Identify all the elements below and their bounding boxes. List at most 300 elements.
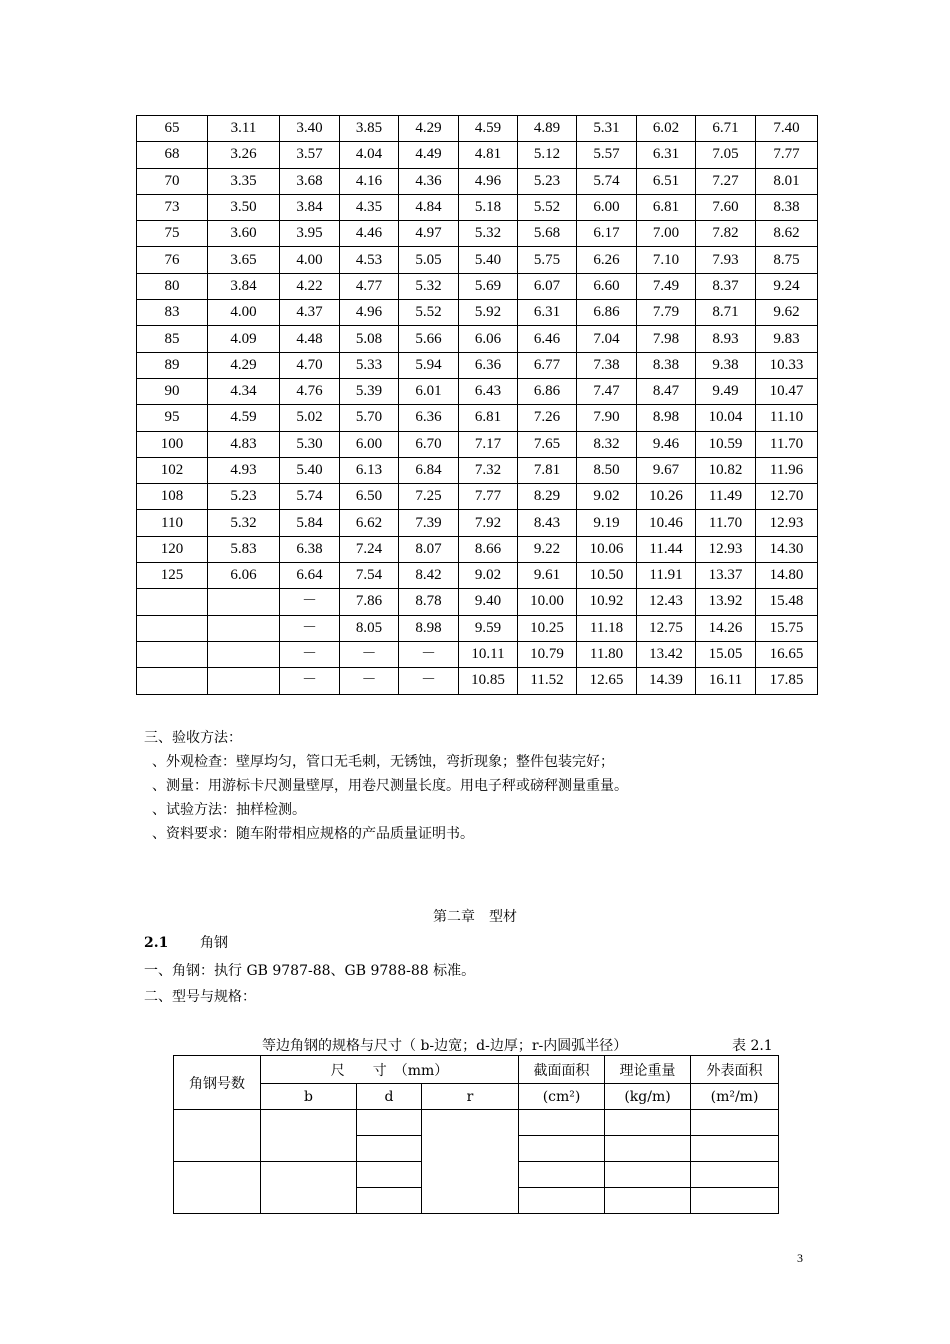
table-cell: 5.23 bbox=[518, 168, 577, 194]
table-cell: 5.84 bbox=[280, 510, 340, 536]
table-cell: 73 bbox=[137, 194, 208, 220]
table-cell bbox=[357, 1110, 422, 1136]
table-cell: 7.10 bbox=[637, 247, 696, 273]
table-cell: 3.60 bbox=[208, 221, 280, 247]
table-cell: 9.61 bbox=[518, 563, 577, 589]
table-cell: 14.80 bbox=[756, 563, 818, 589]
table-cell: 6.60 bbox=[577, 273, 637, 299]
chapter-title: 第二章 型材 bbox=[433, 909, 517, 925]
table-row bbox=[137, 142, 818, 168]
table-cell bbox=[208, 589, 280, 615]
table-cell: 6.31 bbox=[637, 142, 696, 168]
table-cell: 4.49 bbox=[399, 142, 459, 168]
table-cell: 10.47 bbox=[756, 378, 818, 404]
table-row bbox=[137, 536, 818, 562]
table-cell: 14.39 bbox=[637, 668, 696, 694]
table-cell: 110 bbox=[137, 510, 208, 536]
table-cell: 6.46 bbox=[518, 326, 577, 352]
table-cell: 14.30 bbox=[756, 536, 818, 562]
table-cell: 6.17 bbox=[577, 221, 637, 247]
table-cell: － bbox=[280, 641, 340, 667]
table-cell: 4.70 bbox=[280, 352, 340, 378]
table-cell: 8.71 bbox=[696, 300, 756, 326]
table-cell: 68 bbox=[137, 142, 208, 168]
header-b: b bbox=[261, 1084, 357, 1110]
table-cell: 7.90 bbox=[577, 405, 637, 431]
table-cell: 6.06 bbox=[459, 326, 518, 352]
table-cell bbox=[261, 1162, 357, 1214]
table-cell: 9.62 bbox=[756, 300, 818, 326]
table-cell: 5.40 bbox=[280, 457, 340, 483]
table-cell: 12.43 bbox=[637, 589, 696, 615]
table-cell: 7.00 bbox=[637, 221, 696, 247]
header-surface-unit: (m²/m) bbox=[691, 1084, 779, 1110]
table-row bbox=[137, 589, 818, 615]
table-cell: 5.32 bbox=[459, 221, 518, 247]
table-cell: 4.16 bbox=[340, 168, 399, 194]
table-cell: 4.46 bbox=[340, 221, 399, 247]
table-cell: 15.75 bbox=[756, 615, 818, 641]
table-row bbox=[137, 247, 818, 273]
table-cell: 8.62 bbox=[756, 221, 818, 247]
table-cell: 6.81 bbox=[637, 194, 696, 220]
header-area: 截面面积 bbox=[519, 1056, 605, 1084]
table-cell: 125 bbox=[137, 563, 208, 589]
table-cell: 5.52 bbox=[399, 300, 459, 326]
table-cell: 10.26 bbox=[637, 484, 696, 510]
table-cell: 12.93 bbox=[696, 536, 756, 562]
table-cell: 10.92 bbox=[577, 589, 637, 615]
table-cell: 4.77 bbox=[340, 273, 399, 299]
table-cell: 11.91 bbox=[637, 563, 696, 589]
table-cell: 6.86 bbox=[577, 300, 637, 326]
table-cell: 7.86 bbox=[340, 589, 399, 615]
table-cell: － bbox=[280, 668, 340, 694]
acceptance-item-documents: 、资料要求：随车附带相应规格的产品质量证明书。 bbox=[152, 826, 474, 842]
table-cell: 10.59 bbox=[696, 431, 756, 457]
table-cell: 13.37 bbox=[696, 563, 756, 589]
table-cell: 7.93 bbox=[696, 247, 756, 273]
table-cell: 7.38 bbox=[577, 352, 637, 378]
table-cell: 7.65 bbox=[518, 431, 577, 457]
table-cell: 16.65 bbox=[756, 641, 818, 667]
table-cell: 3.11 bbox=[208, 116, 280, 142]
table-cell: 8.78 bbox=[399, 589, 459, 615]
table-row bbox=[137, 194, 818, 220]
table-cell bbox=[174, 1110, 261, 1162]
table-cell: 8.01 bbox=[756, 168, 818, 194]
table-cell bbox=[691, 1136, 779, 1162]
table-cell: 3.50 bbox=[208, 194, 280, 220]
table-cell: 7.92 bbox=[459, 510, 518, 536]
table-cell: 4.04 bbox=[340, 142, 399, 168]
table-cell bbox=[519, 1136, 605, 1162]
table-cell: 5.02 bbox=[280, 405, 340, 431]
table-cell: 17.85 bbox=[756, 668, 818, 694]
table-cell: 10.50 bbox=[577, 563, 637, 589]
table-cell: 6.01 bbox=[399, 378, 459, 404]
table-cell: 6.36 bbox=[459, 352, 518, 378]
table-cell: 6.64 bbox=[280, 563, 340, 589]
table-cell: 4.29 bbox=[399, 116, 459, 142]
table-cell: 7.54 bbox=[340, 563, 399, 589]
table-cell: 5.08 bbox=[340, 326, 399, 352]
table-row bbox=[137, 431, 818, 457]
table-cell: 8.66 bbox=[459, 536, 518, 562]
table-cell: 8.43 bbox=[518, 510, 577, 536]
table-cell: 9.38 bbox=[696, 352, 756, 378]
page-number: 3 bbox=[797, 1251, 803, 1265]
table-cell: 4.48 bbox=[280, 326, 340, 352]
acceptance-heading: 三、验收方法： bbox=[144, 730, 242, 746]
table-cell bbox=[208, 641, 280, 667]
table-cell: 4.96 bbox=[340, 300, 399, 326]
table-cell: 16.11 bbox=[696, 668, 756, 694]
table-cell: 3.26 bbox=[208, 142, 280, 168]
table-cell: 8.50 bbox=[577, 457, 637, 483]
table-cell bbox=[174, 1162, 261, 1214]
table-cell: 5.12 bbox=[518, 142, 577, 168]
table-cell: 3.40 bbox=[280, 116, 340, 142]
table-cell: 8.42 bbox=[399, 563, 459, 589]
table-cell: 6.07 bbox=[518, 273, 577, 299]
table-cell: 4.93 bbox=[208, 457, 280, 483]
table-cell: 6.00 bbox=[577, 194, 637, 220]
table-cell: 95 bbox=[137, 405, 208, 431]
table-cell: 8.38 bbox=[637, 352, 696, 378]
table-cell: 9.67 bbox=[637, 457, 696, 483]
table-cell: 10.85 bbox=[459, 668, 518, 694]
table-cell: 11.96 bbox=[756, 457, 818, 483]
table-cell: 5.39 bbox=[340, 378, 399, 404]
table-caption bbox=[262, 1035, 773, 1055]
table-cell: 4.59 bbox=[208, 405, 280, 431]
table-cell: 7.81 bbox=[518, 457, 577, 483]
table-cell: 5.94 bbox=[399, 352, 459, 378]
section-number: 2.1 bbox=[144, 935, 169, 951]
table-cell: 76 bbox=[137, 247, 208, 273]
table-cell: 7.26 bbox=[518, 405, 577, 431]
table-cell: 6.84 bbox=[399, 457, 459, 483]
table-cell: 5.75 bbox=[518, 247, 577, 273]
table-cell: 7.77 bbox=[756, 142, 818, 168]
table-cell: 5.33 bbox=[340, 352, 399, 378]
section-title: 角钢 bbox=[200, 935, 228, 951]
table-cell: 11.52 bbox=[518, 668, 577, 694]
table-cell bbox=[137, 641, 208, 667]
table-row bbox=[137, 641, 818, 667]
table-row bbox=[137, 615, 818, 641]
table-cell: 6.51 bbox=[637, 168, 696, 194]
table-cell: 9.24 bbox=[756, 273, 818, 299]
table-cell: 85 bbox=[137, 326, 208, 352]
table-cell: 7.98 bbox=[637, 326, 696, 352]
table-number: 表 2.1 bbox=[732, 1038, 773, 1054]
header-d: d bbox=[357, 1084, 422, 1110]
table-cell: 3.57 bbox=[280, 142, 340, 168]
table-cell: 4.09 bbox=[208, 326, 280, 352]
table-cell bbox=[519, 1110, 605, 1136]
table-row bbox=[137, 510, 818, 536]
table-row bbox=[137, 352, 818, 378]
angle-steel-table bbox=[173, 1055, 779, 1214]
table-cell: 6.86 bbox=[518, 378, 577, 404]
table-cell bbox=[691, 1188, 779, 1214]
header-surface: 外表面积 bbox=[691, 1056, 779, 1084]
table-cell: 8.29 bbox=[518, 484, 577, 510]
table-cell: 9.19 bbox=[577, 510, 637, 536]
table-cell: 75 bbox=[137, 221, 208, 247]
table-cell: 11.70 bbox=[756, 431, 818, 457]
table-cell: 4.22 bbox=[280, 273, 340, 299]
table-cell: 10.25 bbox=[518, 615, 577, 641]
header-r: r bbox=[422, 1084, 519, 1110]
table-cell: 7.32 bbox=[459, 457, 518, 483]
table-cell: 5.66 bbox=[399, 326, 459, 352]
table-cell: 6.43 bbox=[459, 378, 518, 404]
table-cell: 5.32 bbox=[208, 510, 280, 536]
table-cell: 6.31 bbox=[518, 300, 577, 326]
table-cell: 8.05 bbox=[340, 615, 399, 641]
table-cell: 5.52 bbox=[518, 194, 577, 220]
table-row bbox=[137, 484, 818, 510]
table-cell: 3.65 bbox=[208, 247, 280, 273]
table-row bbox=[137, 457, 818, 483]
table-cell bbox=[605, 1162, 691, 1188]
table-cell bbox=[137, 615, 208, 641]
table-cell: 4.29 bbox=[208, 352, 280, 378]
table-cell: 14.26 bbox=[696, 615, 756, 641]
table-cell: 5.57 bbox=[577, 142, 637, 168]
table-cell: 9.83 bbox=[756, 326, 818, 352]
table-row bbox=[137, 405, 818, 431]
table-cell: 83 bbox=[137, 300, 208, 326]
model-spec-line: 二、型号与规格： bbox=[144, 989, 256, 1005]
table-cell: 10.33 bbox=[756, 352, 818, 378]
table-cell: 12.75 bbox=[637, 615, 696, 641]
table-row bbox=[137, 116, 818, 142]
table-cell: 7.25 bbox=[399, 484, 459, 510]
table-cell: 12.93 bbox=[756, 510, 818, 536]
table-cell bbox=[605, 1188, 691, 1214]
table-row bbox=[137, 326, 818, 352]
table-cell: 7.24 bbox=[340, 536, 399, 562]
table-cell: 70 bbox=[137, 168, 208, 194]
table-row bbox=[137, 300, 818, 326]
table-cell bbox=[261, 1110, 357, 1162]
table-cell bbox=[137, 589, 208, 615]
table-cell: 4.76 bbox=[280, 378, 340, 404]
table-cell: 5.68 bbox=[518, 221, 577, 247]
table-cell bbox=[605, 1110, 691, 1136]
table-cell: 7.05 bbox=[696, 142, 756, 168]
header-area-unit: (cm²) bbox=[519, 1084, 605, 1110]
table-cell: 6.06 bbox=[208, 563, 280, 589]
table-cell: 4.84 bbox=[399, 194, 459, 220]
table-cell: 11.18 bbox=[577, 615, 637, 641]
table-cell: 11.80 bbox=[577, 641, 637, 667]
table-cell: 7.17 bbox=[459, 431, 518, 457]
table-cell: 6.26 bbox=[577, 247, 637, 273]
table-cell: 11.49 bbox=[696, 484, 756, 510]
table-cell: － bbox=[280, 615, 340, 641]
table-cell bbox=[357, 1136, 422, 1162]
table-cell: 5.30 bbox=[280, 431, 340, 457]
table-cell: 13.42 bbox=[637, 641, 696, 667]
table-cell: 4.53 bbox=[340, 247, 399, 273]
header-weight-unit: (kg/m) bbox=[605, 1084, 691, 1110]
table-cell: 4.35 bbox=[340, 194, 399, 220]
table-cell: 9.59 bbox=[459, 615, 518, 641]
table-cell: 6.62 bbox=[340, 510, 399, 536]
table-cell: 4.00 bbox=[280, 247, 340, 273]
table-cell: 13.92 bbox=[696, 589, 756, 615]
table-cell: 7.40 bbox=[756, 116, 818, 142]
table-cell: 5.74 bbox=[280, 484, 340, 510]
table-cell: 3.95 bbox=[280, 221, 340, 247]
table-cell: － bbox=[340, 641, 399, 667]
table-cell: 6.81 bbox=[459, 405, 518, 431]
section-heading bbox=[144, 932, 228, 952]
table-cell: 5.83 bbox=[208, 536, 280, 562]
table-cell bbox=[208, 668, 280, 694]
table-cell: 6.50 bbox=[340, 484, 399, 510]
table-cell: 7.47 bbox=[577, 378, 637, 404]
table-cell: 4.96 bbox=[459, 168, 518, 194]
table-cell: 4.97 bbox=[399, 221, 459, 247]
table-cell: 8.93 bbox=[696, 326, 756, 352]
table-cell: 9.49 bbox=[696, 378, 756, 404]
table-cell: 3.85 bbox=[340, 116, 399, 142]
table-cell: 10.00 bbox=[518, 589, 577, 615]
table-cell: 7.39 bbox=[399, 510, 459, 536]
table-cell: 7.82 bbox=[696, 221, 756, 247]
table-cell: 5.69 bbox=[459, 273, 518, 299]
table-cell: 3.84 bbox=[208, 273, 280, 299]
table-cell: 3.35 bbox=[208, 168, 280, 194]
table-cell: 3.84 bbox=[280, 194, 340, 220]
table-cell: 9.02 bbox=[577, 484, 637, 510]
acceptance-item-measurement: 、测量：用游标卡尺测量壁厚，用卷尺测量长度。用电子秤或磅秤测量重量。 bbox=[152, 778, 628, 794]
table-cell: 11.44 bbox=[637, 536, 696, 562]
table-cell: 80 bbox=[137, 273, 208, 299]
table-cell: 8.98 bbox=[637, 405, 696, 431]
table-row bbox=[137, 273, 818, 299]
table-cell: 5.32 bbox=[399, 273, 459, 299]
table-cell: 4.36 bbox=[399, 168, 459, 194]
table-cell: 4.34 bbox=[208, 378, 280, 404]
table-cell bbox=[519, 1162, 605, 1188]
section-body bbox=[144, 958, 475, 1010]
table-cell: 9.40 bbox=[459, 589, 518, 615]
table-cell: 9.02 bbox=[459, 563, 518, 589]
header-model: 角钢号数 bbox=[174, 1056, 261, 1110]
table-cell: 11.10 bbox=[756, 405, 818, 431]
table-cell: 7.27 bbox=[696, 168, 756, 194]
table-cell: 100 bbox=[137, 431, 208, 457]
table-cell bbox=[208, 615, 280, 641]
table-cell: 120 bbox=[137, 536, 208, 562]
table-cell: 8.98 bbox=[399, 615, 459, 641]
table-cell: 10.82 bbox=[696, 457, 756, 483]
table-cell bbox=[357, 1162, 422, 1188]
table-row bbox=[137, 668, 818, 694]
table-cell: 6.70 bbox=[399, 431, 459, 457]
table-row bbox=[137, 168, 818, 194]
header-dimensions: 尺 寸 （mm） bbox=[261, 1056, 519, 1084]
table-cell: 4.89 bbox=[518, 116, 577, 142]
table-cell bbox=[519, 1188, 605, 1214]
table-cell: 5.74 bbox=[577, 168, 637, 194]
table-cell: 4.59 bbox=[459, 116, 518, 142]
table-cell: 65 bbox=[137, 116, 208, 142]
table-cell bbox=[691, 1110, 779, 1136]
table-cell: 8.75 bbox=[756, 247, 818, 273]
table-cell: 5.70 bbox=[340, 405, 399, 431]
table-cell: 4.81 bbox=[459, 142, 518, 168]
table-cell: 5.31 bbox=[577, 116, 637, 142]
table-row bbox=[137, 563, 818, 589]
table-cell: 7.79 bbox=[637, 300, 696, 326]
standard-line: 一、角钢：执行 GB 9787-88、GB 9788-88 标准。 bbox=[144, 963, 476, 979]
table-cell: 5.05 bbox=[399, 247, 459, 273]
table-cell: 12.65 bbox=[577, 668, 637, 694]
table-cell: 10.46 bbox=[637, 510, 696, 536]
table-cell bbox=[691, 1162, 779, 1188]
table-cell: 7.04 bbox=[577, 326, 637, 352]
table-cell: 12.70 bbox=[756, 484, 818, 510]
table-cell: 7.77 bbox=[459, 484, 518, 510]
table-cell: 5.92 bbox=[459, 300, 518, 326]
table-cell: 90 bbox=[137, 378, 208, 404]
table-cell bbox=[605, 1136, 691, 1162]
table-cell: 6.71 bbox=[696, 116, 756, 142]
table-cell: 8.47 bbox=[637, 378, 696, 404]
pipe-weight-table bbox=[136, 115, 818, 695]
header-weight: 理论重量 bbox=[605, 1056, 691, 1084]
table-caption-text: 等边角钢的规格与尺寸（ b-边宽；d-边厚；r-内圆弧半径） bbox=[262, 1038, 628, 1054]
table-cell: 8.32 bbox=[577, 431, 637, 457]
acceptance-section bbox=[144, 726, 628, 846]
table-cell: 6.36 bbox=[399, 405, 459, 431]
table-cell: 4.00 bbox=[208, 300, 280, 326]
table-cell: 4.83 bbox=[208, 431, 280, 457]
table-cell: 10.06 bbox=[577, 536, 637, 562]
table-cell: 9.22 bbox=[518, 536, 577, 562]
table-cell: 89 bbox=[137, 352, 208, 378]
table-cell: 9.46 bbox=[637, 431, 696, 457]
table-cell: 5.40 bbox=[459, 247, 518, 273]
table-cell: 8.07 bbox=[399, 536, 459, 562]
table-cell: 5.23 bbox=[208, 484, 280, 510]
table-cell bbox=[137, 668, 208, 694]
table-cell: 102 bbox=[137, 457, 208, 483]
table-cell: 15.48 bbox=[756, 589, 818, 615]
table-cell: 6.02 bbox=[637, 116, 696, 142]
table-cell: － bbox=[340, 668, 399, 694]
table-cell: － bbox=[280, 589, 340, 615]
table-cell: 10.04 bbox=[696, 405, 756, 431]
table-cell: 5.18 bbox=[459, 194, 518, 220]
table-cell: － bbox=[399, 641, 459, 667]
table-cell: 6.38 bbox=[280, 536, 340, 562]
acceptance-item-test-method: 、试验方法：抽样检测。 bbox=[152, 802, 306, 818]
table-cell: 8.38 bbox=[756, 194, 818, 220]
table-cell: 108 bbox=[137, 484, 208, 510]
table-cell: 8.37 bbox=[696, 273, 756, 299]
table-cell: 6.00 bbox=[340, 431, 399, 457]
table-cell: 3.68 bbox=[280, 168, 340, 194]
